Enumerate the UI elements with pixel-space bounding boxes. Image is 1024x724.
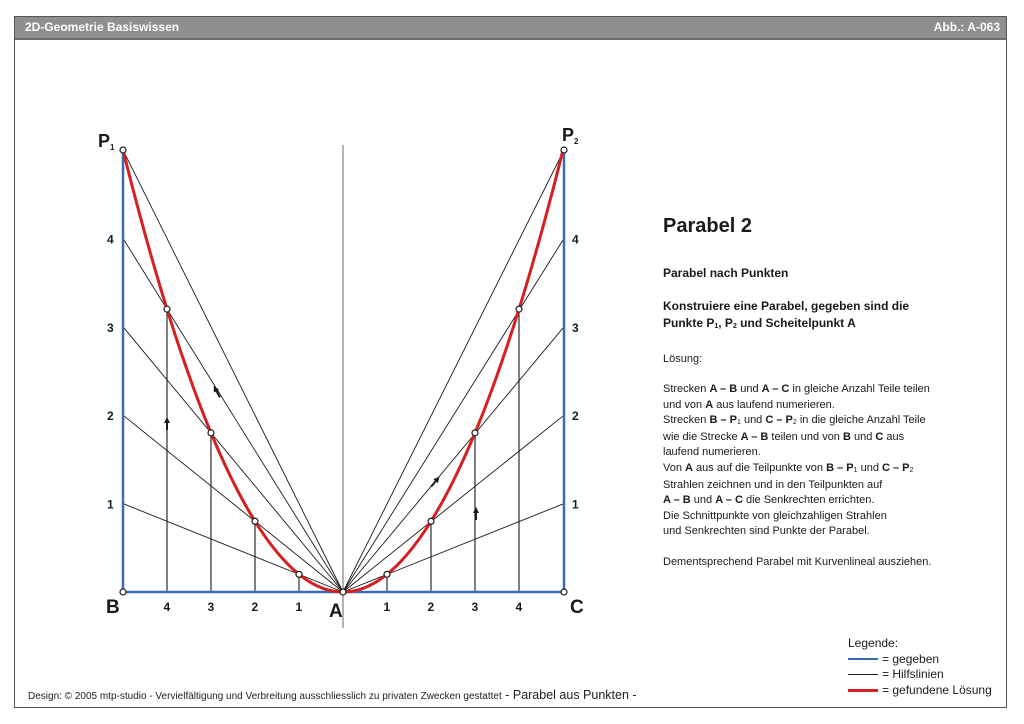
point-a <box>340 589 346 595</box>
point-p2 <box>561 147 567 153</box>
ray-right-4 <box>343 238 564 592</box>
base-label-right-3: 3 <box>471 600 479 614</box>
side-label-right-4: 4 <box>572 232 579 247</box>
footer-caption: - Parabel aus Punkten - <box>501 688 637 702</box>
header-title: 2D-Geometrie Basiswissen <box>25 20 180 34</box>
arrow-ray-left <box>211 384 222 398</box>
arrow-up-right <box>473 507 479 520</box>
base-label-left-1: 1 <box>295 600 303 614</box>
base-label-left-2: 2 <box>251 600 259 614</box>
parabola-point-right-1 <box>384 571 390 577</box>
ray-right-5 <box>343 150 564 592</box>
label-a: A <box>329 601 343 622</box>
footer <box>28 688 637 702</box>
side-label-left-1: 1 <box>107 497 114 512</box>
base-label-right-4: 4 <box>515 600 523 614</box>
side-label-right-1: 1 <box>572 497 579 512</box>
base-label-left-3: 3 <box>207 600 215 614</box>
parabola-point-left-1 <box>296 571 302 577</box>
side-label-left-4: 4 <box>107 232 114 247</box>
label-c: C <box>570 597 584 618</box>
base-label-right-2: 2 <box>427 600 435 614</box>
side-label-right-3: 3 <box>572 320 579 335</box>
label-p1: P1 <box>98 131 115 152</box>
ray-right-2 <box>343 415 564 592</box>
parabola-point-right-3 <box>472 430 478 436</box>
parabola-point-right-2 <box>428 518 434 524</box>
ray-left-2 <box>123 415 343 592</box>
arrow-up-left <box>164 417 170 430</box>
legend-item-solution: = gefundene Lösung <box>848 683 992 699</box>
copyright-text: Design: © 2005 mtp-studio - Vervielfältigung und Verbreitung ausschliesslich zu privaten Zwecken gestattet <box>28 691 502 702</box>
ray-right-3 <box>343 327 564 592</box>
arrow-up-right-head <box>473 507 479 513</box>
arrow-up-left-head <box>164 417 170 423</box>
point-c <box>561 589 567 595</box>
parabola-point-left-2 <box>252 518 258 524</box>
label-b: B <box>106 597 120 618</box>
parabola-point-left-3 <box>208 430 214 436</box>
base-label-right-1: 1 <box>383 600 391 614</box>
panel-title: Parabel 2 <box>663 215 752 237</box>
panel-subtitle: Parabel nach Punkten <box>663 266 789 280</box>
base-label-left-4: 4 <box>163 600 171 614</box>
label-p2: P2 <box>562 125 579 146</box>
legend-title: Legende: <box>848 636 899 650</box>
side-label-left-2: 2 <box>107 409 114 424</box>
legend <box>848 636 992 698</box>
legend-swatch-black <box>848 674 878 675</box>
ray-left-1 <box>123 504 343 592</box>
parabola-point-right-4 <box>516 306 522 312</box>
description-panel <box>663 215 993 570</box>
point-b <box>120 589 126 595</box>
solution-label: Lösung: <box>663 353 703 365</box>
ray-right-1 <box>343 504 564 592</box>
ray-left-3 <box>123 327 343 592</box>
point-p1 <box>120 147 126 153</box>
side-label-right-2: 2 <box>572 409 579 424</box>
legend-item-given: = gegeben <box>848 652 992 668</box>
legend-item-helper: = Hilfslinien <box>848 667 992 683</box>
legend-swatch-red <box>848 689 878 692</box>
task-text: Konstruiere eine Parabel, gegeben sind die Punkte $P_1$, $P_2$ und Scheitelpunkt A <box>663 299 910 330</box>
legend-swatch-blue <box>848 658 878 660</box>
parabola-point-left-4 <box>164 306 170 312</box>
ray-left-5 <box>123 150 343 592</box>
side-label-left-3: 3 <box>107 320 114 335</box>
solution-steps: Strecken A – B und A – C in gleiche Anzahl Teile teilen und von A aus laufend numerieren. Strecken B – $P_1$ und C – $P_2$ in die gleiche Anzahl Teile wie die Strecke A – B teilen und von B und C aus laufend numerieren. Von A aus auf die Teilpunkte von B – $P_1$ und C – $P_2$ Strahlen zeichnen und in den Teilpunkten auf A – B und A – C die Senkrechten errichten. Die Schnittpunkte von gleichzahligen Strahlen und Senkrechten sind Punkte der Parabel. Dementsprechend Parabel mit Kurvenlineal ausziehen. <box>663 383 932 568</box>
figure-number: Abb.: A-063 <box>933 20 1000 34</box>
ray-left-4 <box>123 238 343 592</box>
